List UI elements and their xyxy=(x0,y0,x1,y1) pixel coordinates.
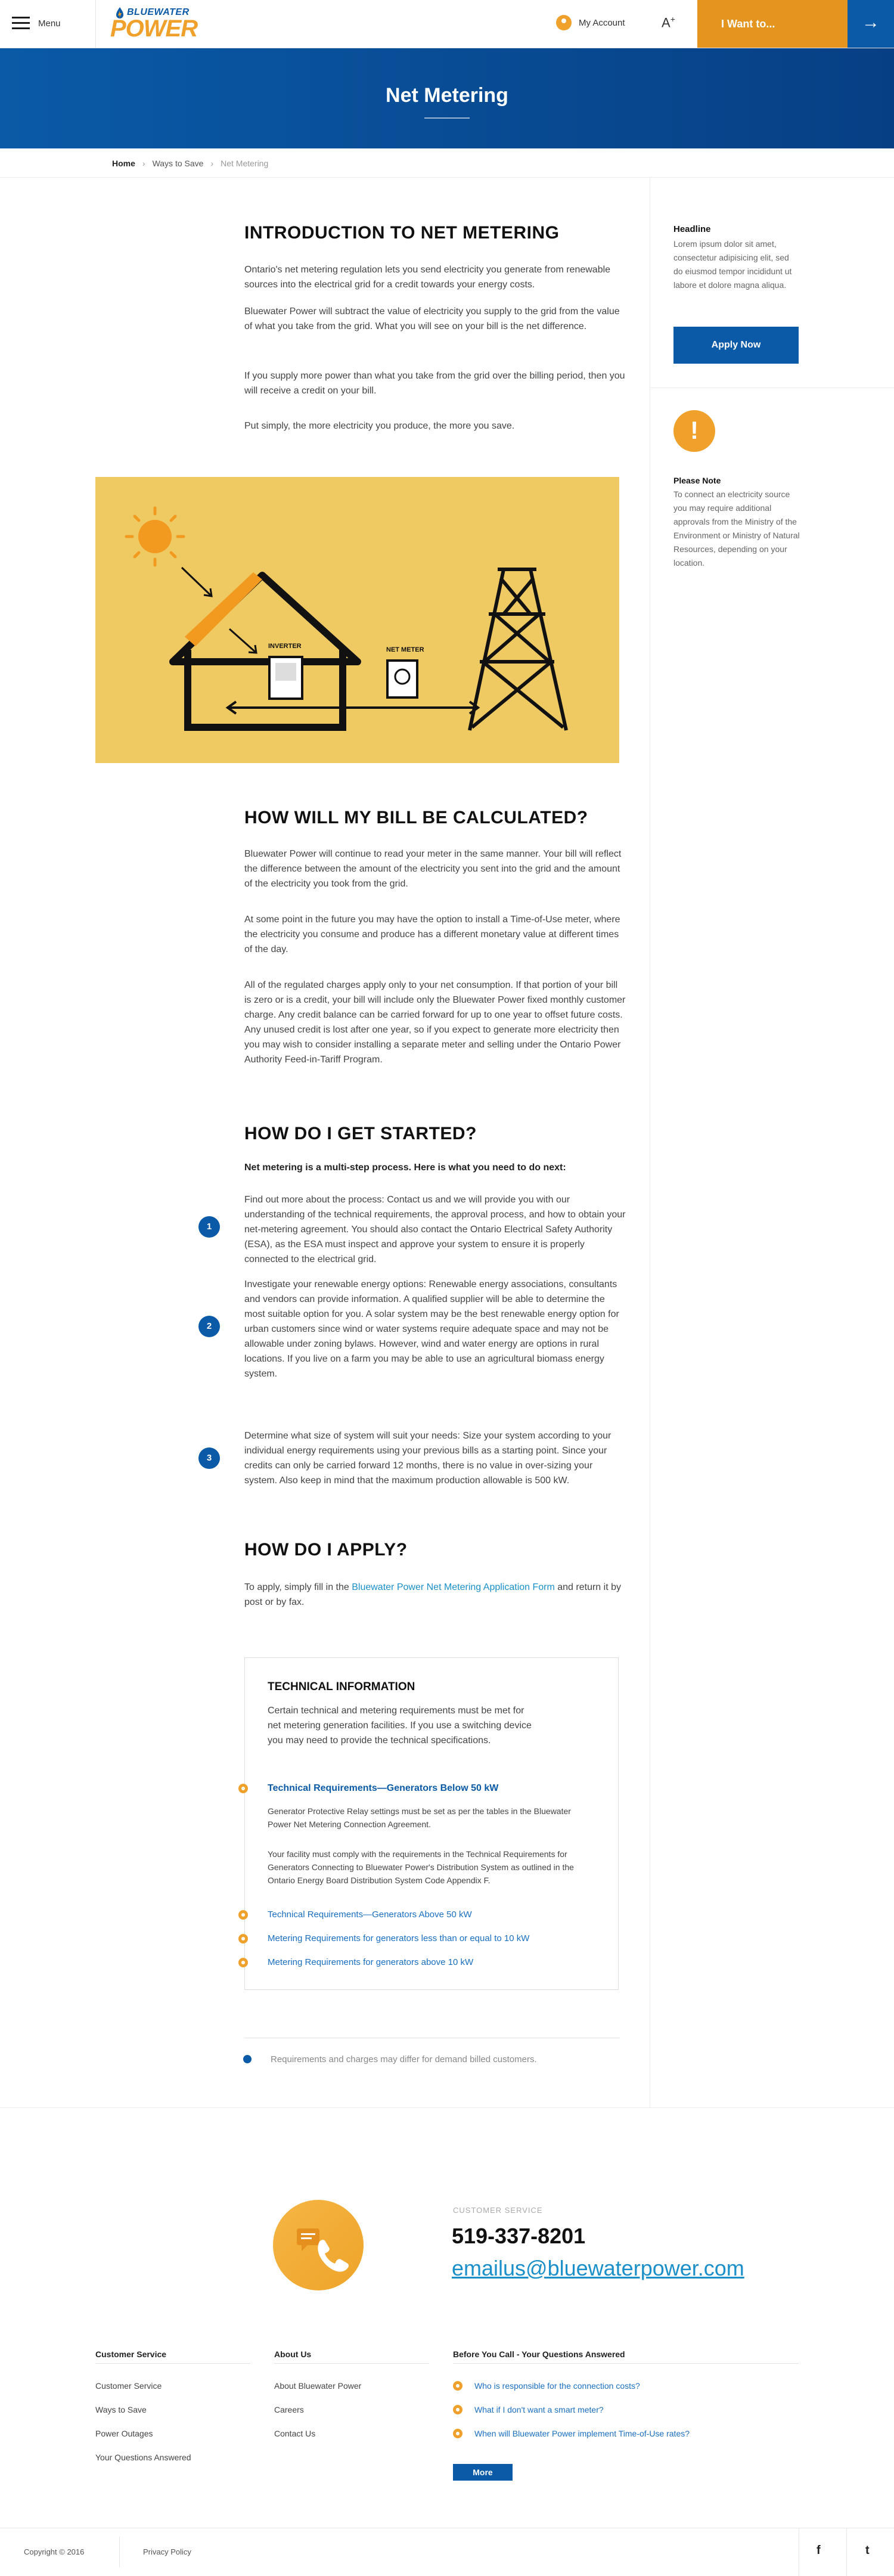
account-label: My Account xyxy=(579,17,625,28)
info-bullet-icon xyxy=(243,2055,252,2063)
step-1-text: Find out more about the process: Contact us and we will provide you with our understanding of the technical requirements, the approval process, and how to obtain your net-metering agreement. You should also contact the Ontario Electrical Safety Authority (ESA), as the ESA must inspect and approve your system to ensure it is properly connected to the electrical grid. xyxy=(244,1195,626,1264)
arrow-right-icon[interactable]: → xyxy=(848,0,894,48)
menu-label: Menu xyxy=(38,18,61,29)
apply-now-button[interactable]: Apply Now xyxy=(673,327,799,364)
footer-link-customer-service[interactable]: Customer Service xyxy=(95,2381,162,2391)
privacy-policy-link[interactable]: Privacy Policy xyxy=(143,2547,191,2556)
step-3-text: Determine what size of system will suit your needs: Size your system according to your individual energy requirements using your previous bills as a starting point. Since your credits can only be carried forward 12 months, there is no value in over-sizing your system. Also keep in mind that the maximum production allowable is 500 kW. xyxy=(244,1431,611,1486)
footer-link-about[interactable]: About Bluewater Power xyxy=(274,2381,362,2391)
sidebar-headline: Headline xyxy=(673,224,711,234)
apply-paragraph xyxy=(244,1580,626,1610)
net-meter-icon xyxy=(387,661,417,698)
accordion-bullet-icon xyxy=(238,1958,248,1967)
facebook-icon[interactable]: f xyxy=(817,2544,821,2557)
accordion-bullet-icon xyxy=(238,1910,248,1920)
sidebar-headline-text: Lorem ipsum dolor sit amet, consectetur adipisicing elit, sed do eiusmod tempor incididunt ut labore et dolore magna aliqua. xyxy=(673,239,792,290)
footer-col-customer-service-title: Customer Service xyxy=(95,2349,167,2359)
logo-divider xyxy=(95,0,96,48)
faq-bullet-icon xyxy=(453,2381,462,2391)
step-number-2: 2 xyxy=(198,1316,220,1337)
tech-heading: TECHNICAL INFORMATION xyxy=(268,1681,415,1693)
step-number-1: 1 xyxy=(198,1216,220,1238)
title-underline xyxy=(424,117,470,119)
intro-paragraph-4: Put simply, the more electricity you produce, the more you save. xyxy=(244,421,515,431)
page-title: Net Metering xyxy=(386,84,508,107)
faq-bullet-icon xyxy=(453,2405,462,2414)
divider xyxy=(95,2363,250,2364)
tech-link-metering-le-10kw[interactable]: Metering Requirements for generators less than or equal to 10 kW xyxy=(268,1933,530,1943)
divider xyxy=(453,2363,799,2364)
tech-intro: Certain technical and metering requirements must be met for net metering generation facilities. If you use a switching device you may need to provide the technical specifications. xyxy=(268,1706,532,1746)
apply-text-pre: To apply, simply fill in the xyxy=(244,1582,352,1592)
inverter-icon xyxy=(269,657,302,699)
tech-link-above-50kw[interactable]: Technical Requirements—Generators Above 50 kW xyxy=(268,1909,472,1920)
please-note-heading: Please Note xyxy=(673,476,721,485)
logo-text-top: BLUEWATER xyxy=(127,7,190,17)
tech-open-paragraph-1: Generator Protective Relay settings must be set as per the tables in the Bluewater Power Net Metering Connection Agreement. xyxy=(268,1806,571,1829)
menu-button[interactable] xyxy=(12,17,61,30)
divider xyxy=(0,2107,894,2108)
account-icon xyxy=(556,15,572,30)
font-size-plus: + xyxy=(670,14,675,24)
accordion-bullet-icon xyxy=(238,1784,248,1793)
breadcrumb-ways-to-save[interactable]: Ways to Save xyxy=(152,159,204,168)
legal-bar xyxy=(0,2528,894,2576)
logo-text-bottom: POWER xyxy=(110,16,198,42)
accordion-bullet-icon xyxy=(238,1934,248,1943)
intro-heading: INTRODUCTION TO NET METERING xyxy=(244,223,560,243)
application-form-link[interactable]: Bluewater Power Net Metering Application Form xyxy=(352,1582,555,1592)
started-lead: Net metering is a multi-step process. Here is what you need to do next: xyxy=(244,1163,566,1173)
tech-accordion-open-title[interactable]: Technical Requirements—Generators Below 50 kW xyxy=(268,1783,499,1793)
tech-link-metering-gt-10kw[interactable]: Metering Requirements for generators above 10 kW xyxy=(268,1957,474,1967)
divider xyxy=(0,177,894,178)
step-number-3: 3 xyxy=(198,1447,220,1469)
faq-link-time-of-use[interactable]: When will Bluewater Power implement Time-of-Use rates? xyxy=(474,2429,690,2438)
house-icon xyxy=(173,572,358,727)
footnote-text: Requirements and charges may differ for demand billed customers. xyxy=(271,2054,537,2064)
more-button[interactable]: More xyxy=(453,2464,513,2481)
breadcrumb-home[interactable]: Home xyxy=(112,159,135,168)
bill-paragraph-3: All of the regulated charges apply only to your net consumption. If that portion of your bill is zero or is a credit, your bill will include only the Bluewater Power fixed monthly customer charge. Any credit balance can be carried forward for up to one year to offset future costs. Any unused credit is lost after one year, so if you expect to generate more electricity then you may wish to consider installing a separate meter and selling under the Ontario Power Authority Feed-in-Tariff Program. xyxy=(244,980,626,1065)
footer-col-faq-title: Before You Call - Your Questions Answered xyxy=(453,2349,625,2359)
bill-paragraph-1: Bluewater Power will continue to read your meter in the same manner. Your bill will reflect the difference between the amount of the electricity you sent into the grid and the amount of the electricity you took from the grid. xyxy=(244,849,622,889)
contact-email-link[interactable]: emailus@bluewaterpower.com xyxy=(452,2256,744,2280)
footer-link-questions-answered[interactable]: Your Questions Answered xyxy=(95,2453,191,2462)
step-2-text: Investigate your renewable energy options: Renewable energy associations, consultants and vendors can provide information. A qualified supplier will be able to determine the most suitable option for you. A solar system may be the best renewable energy option for urban customers since wind or water systems require adequate space and may not be allowable under zoning bylaws. However, wind and water energy are options in rural locations. If you live on a farm you may be able to use an agricultural biomass energy system. xyxy=(244,1279,619,1379)
my-account-link[interactable] xyxy=(556,15,625,30)
divider xyxy=(119,2537,120,2568)
tech-open-paragraph-2: Your facility must comply with the requirements in the Technical Requirements for Generators Connecting to Bluewater Power's Distribution System as outlined in the Ontario Energy Board Distribution System Code Appendix F. xyxy=(268,1849,574,1885)
intro-paragraph-1: Ontario's net metering regulation lets you send electricity you generate from renewable sources into the electrical grid for a credit towards your energy costs. xyxy=(244,265,611,290)
technical-information-box xyxy=(244,1657,619,1990)
page-hero-banner xyxy=(0,48,894,148)
breadcrumb xyxy=(112,159,268,168)
bill-paragraph-2: At some point in the future you may have the option to install a Time-of-Use meter, where the electricity you consume and produce has a different monetary value at different times of the day. xyxy=(244,915,620,954)
bill-heading: HOW WILL MY BILL BE CALCULATED? xyxy=(244,808,588,827)
faq-bullet-icon xyxy=(453,2429,462,2438)
warning-icon xyxy=(673,410,715,452)
intro-paragraph-3: If you supply more power than what you take from the grid over the billing period, then you will receive a credit on your bill. xyxy=(244,371,625,396)
power-tower-icon xyxy=(470,569,566,730)
top-navigation-bar xyxy=(0,0,894,48)
apply-heading: HOW DO I APPLY? xyxy=(244,1540,408,1560)
font-size-letter: A xyxy=(662,15,670,30)
footer-col-about-title: About Us xyxy=(274,2349,312,2359)
apply-text-post: and return it by post or by fax. xyxy=(244,1582,621,1607)
contact-phone[interactable]: 519-337-8201 xyxy=(452,2224,586,2248)
faq-link-connection-costs[interactable]: Who is responsible for the connection costs? xyxy=(474,2381,640,2391)
bluewater-power-logo[interactable] xyxy=(110,5,206,43)
please-note-text: To connect an electricity source you may require additional approvals from the Ministry of the Environment or Ministry of Natural Resources, depending on your location. xyxy=(673,489,800,568)
footer-link-ways-to-save[interactable]: Ways to Save xyxy=(95,2405,147,2414)
font-size-toggle[interactable] xyxy=(662,14,675,30)
intro-paragraph-2: Bluewater Power will subtract the value of electricity you supply to the grid from the value of what you take from the grid. What you will see on your bill is the net difference. xyxy=(244,306,620,331)
net-meter-label: NET METER xyxy=(386,646,424,653)
started-heading: HOW DO I GET STARTED? xyxy=(244,1124,477,1143)
footer-link-power-outages[interactable]: Power Outages xyxy=(95,2429,153,2438)
hamburger-icon xyxy=(12,17,30,30)
inverter-label: INVERTER xyxy=(268,643,302,650)
footer-link-contact[interactable]: Contact Us xyxy=(274,2429,316,2438)
i-want-to-dropdown[interactable]: I Want to... xyxy=(697,0,848,48)
copyright: Copyright © 2016 xyxy=(24,2547,85,2556)
breadcrumb-current: Net Metering xyxy=(221,159,269,168)
divider xyxy=(846,2528,847,2576)
twitter-icon[interactable]: t xyxy=(865,2544,870,2557)
sun-icon xyxy=(126,508,184,565)
phone-icon xyxy=(273,2200,364,2290)
net-metering-illustration xyxy=(95,477,619,763)
warning-glyph: ! xyxy=(690,416,699,444)
contact-label: CUSTOMER SERVICE xyxy=(453,2206,543,2215)
faq-link-smart-meter[interactable]: What if I don't want a smart meter? xyxy=(474,2405,604,2414)
chevron-right-icon: › xyxy=(210,159,214,168)
chevron-right-icon: › xyxy=(142,159,145,168)
footer-link-careers[interactable]: Careers xyxy=(274,2405,304,2414)
divider xyxy=(274,2363,429,2364)
